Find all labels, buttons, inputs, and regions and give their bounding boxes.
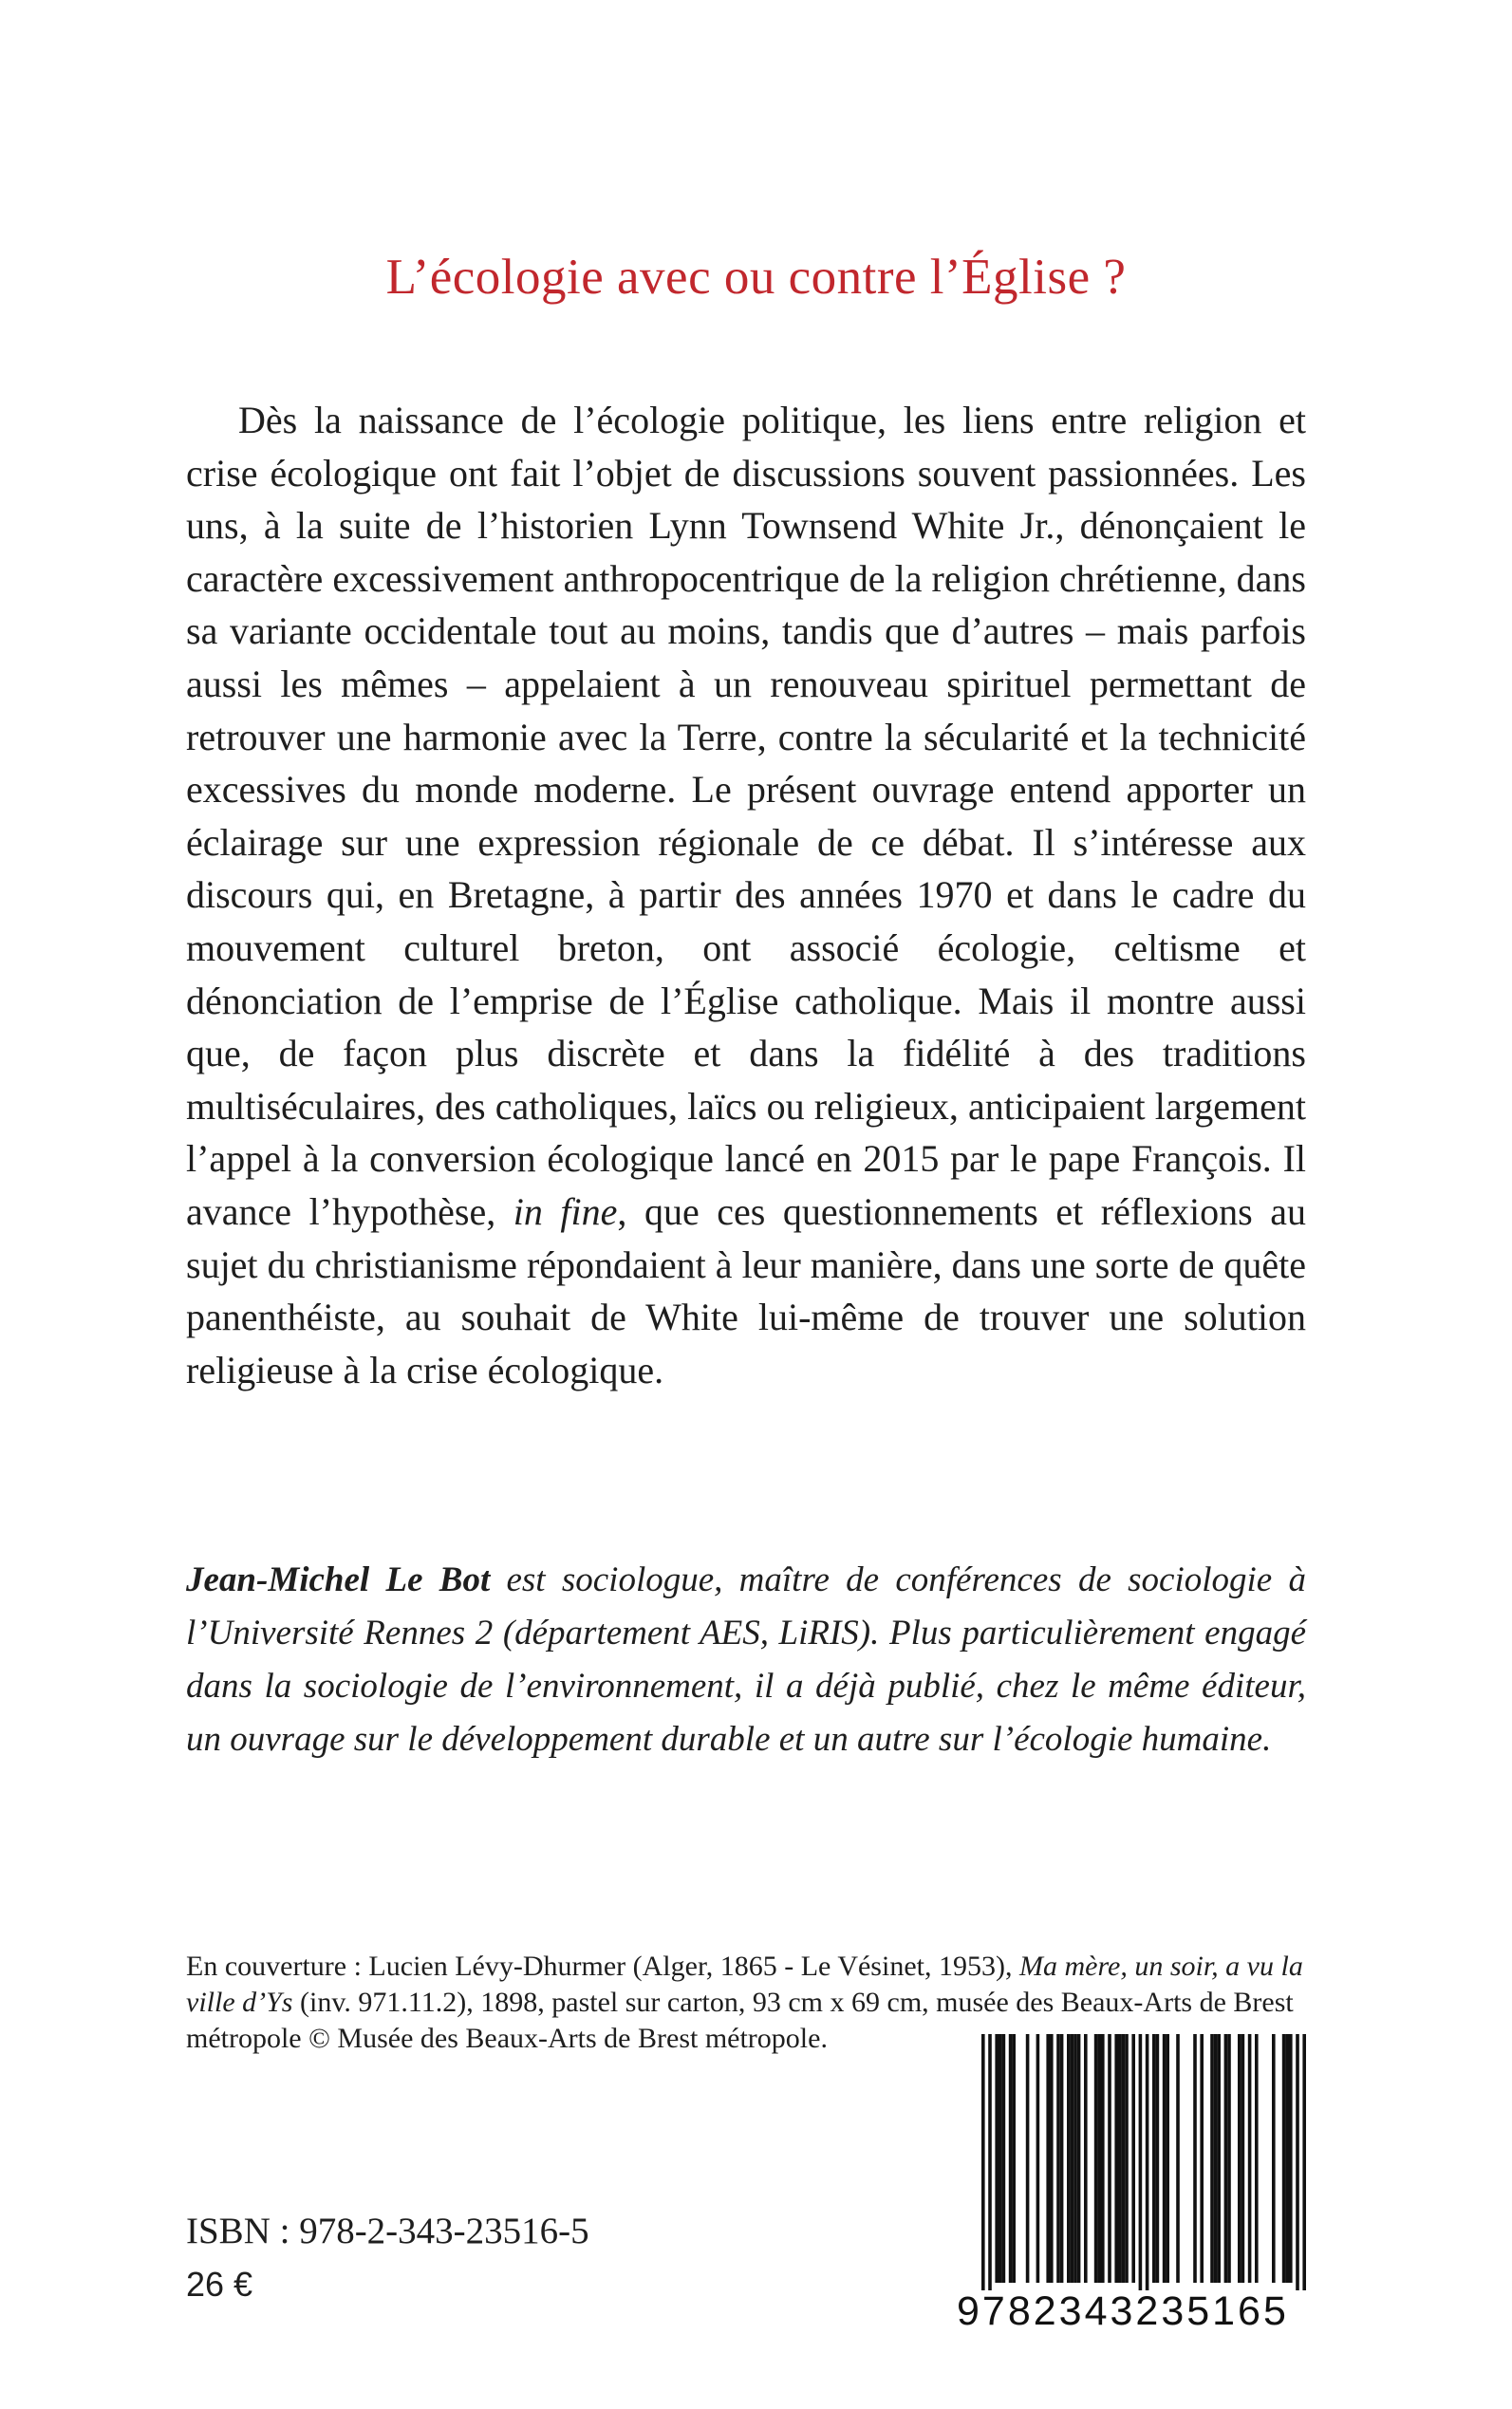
barcode-bar — [988, 2034, 992, 2290]
author-bio-text: est sociologue, maître de conférences de sociologie à l’Université Rennes 2 (département AES, LiRIS). Plus particulièrement engagé dans la sociologie de l’environnement, il a déjà publié, chez le même éditeur, un ouvrage sur le développement durable et un autre sur l’écologie humaine. — [186, 1560, 1306, 1759]
barcode-bar — [1224, 2034, 1228, 2283]
book-title: L’écologie avec ou contre l’Église ? — [385, 250, 1127, 305]
author-name: Jean-Michel Le Bot — [186, 1560, 491, 1599]
barcode — [957, 2034, 1317, 2343]
barcode-bar — [1139, 2034, 1143, 2290]
isbn-number: ISBN : 978-2-343-23516-5 — [186, 2211, 589, 2251]
barcode-bar — [1122, 2034, 1126, 2283]
barcode-bar — [999, 2034, 1002, 2283]
barcode-bar — [1193, 2034, 1197, 2283]
barcode-bar — [1163, 2034, 1167, 2283]
barcode-bar — [995, 2034, 999, 2283]
summary-emphasis: in fine — [513, 1189, 618, 1233]
barcode-bar — [1156, 2034, 1160, 2283]
barcode-bar — [1131, 2034, 1135, 2283]
barcode-bar — [1176, 2034, 1180, 2283]
barcode-bar — [1282, 2034, 1286, 2283]
barcode-bar — [1036, 2034, 1040, 2283]
barcode-bar — [1285, 2034, 1289, 2283]
barcode-bar — [1166, 2034, 1169, 2283]
barcode-bar — [1077, 2034, 1081, 2283]
barcode-bar — [1097, 2034, 1101, 2283]
barcode-bar — [1101, 2034, 1105, 2283]
cover-credit-suffix: (inv. 971.11.2), 1898, pastel sur carton, 93 cm x 69 cm, musée des Beaux-Arts de Brest métropole © Musée des Beaux-Arts de Brest métropole. — [186, 1987, 1294, 2054]
barcode-bar — [1217, 2034, 1221, 2283]
barcode-bar — [1227, 2034, 1231, 2283]
barcode-bar — [1002, 2034, 1006, 2283]
barcode-bar — [1071, 2034, 1074, 2283]
barcode-bar — [1009, 2034, 1013, 2283]
barcode-bar — [1012, 2034, 1016, 2283]
barcode-bar — [1200, 2034, 1204, 2283]
barcode-bar — [1272, 2034, 1276, 2283]
summary-text: Dès la naissance de l’écologie politique, les liens entre religion et crise écologique ont fait l’objet de discussions souvent passionnées. Les uns, à la suite de l’historien Lynn Townsend White Jr., dénonçaient le caractère excessivement anthropocentrique de la religion chrétienne, dans sa variante occidentale tout au moins, tandis que d’autres – mais parfois aussi les mêmes – appelaient à un renouveau spirituel permettant de retrouver une harmonie avec la Terre, contre la sécularité et la technicité excessives du monde moderne. Le présent ouvrage entend apporter un éclairage sur une expression régionale de ce débat. Il s’intéresse aux discours qui, en Bretagne, à partir des années 1970 et dans le cadre du mouvement culturel breton, ont associé écologie, celtisme et dénonciation de l’emprise de l’Église catholique. Mais il montre aussi que, de façon plus discrète et dans la fidélité à des traditions multiséculaires, des catholiques, laïcs ou religieux, anticipaient largement l’appel à la conversion écologique lancé en 2015 par le pape François. Il avance l’hypothèse, — [186, 399, 1306, 1233]
barcode-bar — [1050, 2034, 1054, 2283]
barcode-bar — [1056, 2034, 1060, 2283]
barcode-bar — [1125, 2034, 1129, 2283]
barcode-bar — [1241, 2034, 1245, 2283]
barcode-bar — [1084, 2034, 1088, 2283]
barcode-bar — [1214, 2034, 1218, 2283]
barcode-bar — [1248, 2034, 1252, 2283]
barcode-bar — [1146, 2034, 1149, 2290]
barcode-digits: 9782343235165 — [957, 2288, 1289, 2334]
author-bio — [186, 1554, 1306, 1766]
barcode-bar — [1073, 2034, 1077, 2283]
barcode-bar — [1067, 2034, 1071, 2283]
book-price: 26 € — [186, 2265, 253, 2304]
barcode-bar — [1046, 2034, 1050, 2283]
barcode-bar — [1094, 2034, 1098, 2283]
cover-credit-prefix: En couverture : Lucien Lévy-Dhurmer (Alger, 1865 - Le Vésinet, 1953), — [186, 1951, 1019, 1982]
barcode-bar — [1026, 2034, 1030, 2283]
barcode-bar — [1210, 2034, 1214, 2283]
barcode-bar — [1289, 2034, 1293, 2283]
barcode-bar — [1296, 2034, 1299, 2290]
barcode-bar — [1114, 2034, 1118, 2283]
summary-text-end: , que ces questionnements et réflexions au sujet du christianisme répondaient à leur manière, dans une sorte de quête panenthéiste, au souhait de White lui-même de trouver une solution religieuse à la crise écologique. — [186, 1189, 1307, 1391]
barcode-bar — [981, 2034, 985, 2290]
barcode-bar — [1108, 2034, 1111, 2283]
barcode-bars — [957, 2034, 1317, 2290]
barcode-bar — [1152, 2034, 1156, 2283]
barcode-bar — [1255, 2034, 1259, 2283]
barcode-bar — [1118, 2034, 1122, 2283]
book-summary — [186, 394, 1306, 1396]
barcode-bar — [1238, 2034, 1241, 2283]
barcode-bar — [1060, 2034, 1064, 2283]
barcode-bar — [1302, 2034, 1306, 2290]
cover-artwork-title: Ma mère, un soir, a vu la ville d’Ys — [186, 1951, 1303, 2018]
